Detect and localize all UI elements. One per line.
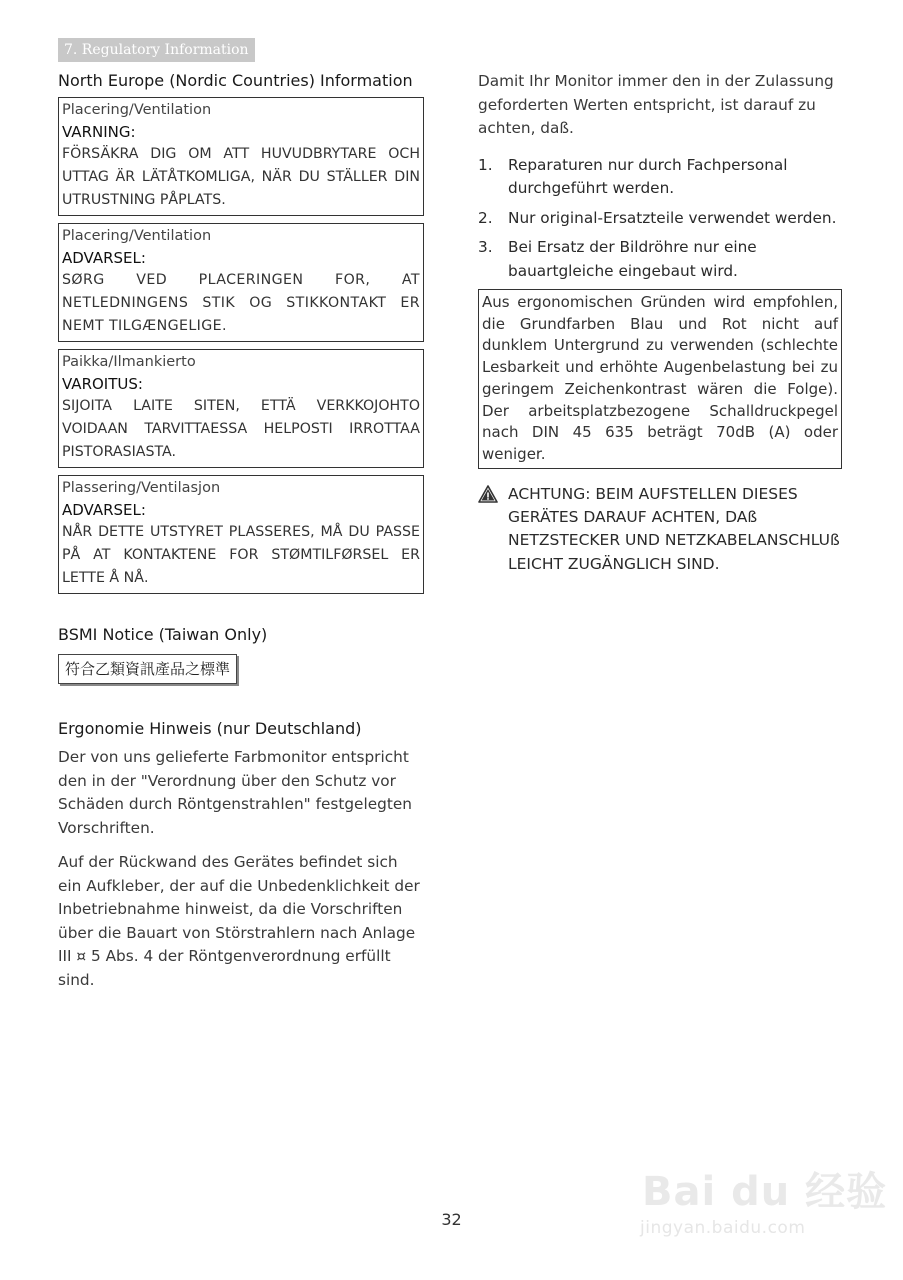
nordic-title: North Europe (Nordic Countries) Information — [58, 71, 413, 90]
ergonomic-notice-box: Aus ergonomischen Gründen wird empfohlen, die Grundfarben Blau und Rot nicht auf dunklem Untergrund zu verwenden (schlechte Lesbarkeit und erhöhte Augenbelastung bei zu geringem Zeichenkontrast wären die Folge). Der arbeitsplatzbezogene Schalldruckpegel nach DIN 45 635 beträgt 70dB (A) oder weniger. — [478, 289, 842, 469]
list-item — [478, 154, 844, 201]
ergonomie-paragraph-1: Der von uns gelieferte Farbmonitor entspricht den in der "Verordnung über den Schutz vor Schäden durch Röntgenstrahlen" festgelegten Vorschriften. — [58, 748, 412, 837]
ergonomie-paragraph-2: Auf der Rückwand des Gerätes befindet sich ein Aufkleber, der auf die Unbedenklichkeit der Inbetriebnahme hinweist, da die Vorschriften über die Bauart von Störstrahlern nach Anlage III ¤ 5 Abs. 4 der Röntgenverordnung erfüllt sind. — [58, 853, 420, 989]
ergonomie-title: Ergonomie Hinweis (nur Deutschland) — [58, 719, 362, 738]
right-column — [478, 70, 844, 576]
watermark — [640, 1148, 888, 1248]
box-text: SØRG VED PLACERINGEN FOR, AT NETLEDNINGENS STIK OG STIKKONTAKT ER NEMT TILGÆNGELIGE. — [62, 272, 420, 334]
bsmi-label: 符合乙類資訊產品之標準 — [58, 654, 237, 684]
watermark-logo: Bai du 经验 — [642, 1169, 888, 1215]
nordic-box-sweden — [58, 97, 424, 216]
list-item — [478, 207, 844, 231]
caution-notice — [478, 483, 844, 577]
box-text: NÅR DETTE UTSTYRET PLASSERES, MÅ DU PASSE PÅ AT KONTAKTENE FOR STØMTILFØRSEL ER LETTE Å NÅ. — [62, 524, 420, 586]
box-keyword: VARNING: — [62, 123, 136, 141]
requirements-list — [478, 154, 844, 284]
box-subtitle: Paikka/Ilmankierto — [62, 354, 196, 370]
section-tag: 7. Regulatory Information — [58, 38, 255, 62]
list-number: 1. — [478, 155, 493, 174]
list-text: Reparaturen nur durch Fachpersonal durchgeführt werden. — [508, 155, 788, 197]
left-column — [58, 70, 424, 992]
box-keyword: VAROITUS: — [62, 375, 143, 393]
list-item — [478, 236, 844, 283]
list-text: Bei Ersatz der Bildröhre nur eine bauartgleiche eingebaut wird. — [508, 238, 757, 280]
nordic-box-norway — [58, 475, 424, 594]
list-text: Nur original-Ersatzteile verwendet werden. — [508, 208, 837, 227]
bsmi-title: BSMI Notice (Taiwan Only) — [58, 625, 268, 644]
box-keyword: ADVARSEL: — [62, 501, 146, 519]
monitor-intro: Damit Ihr Monitor immer den in der Zulassung geforderten Werten entspricht, ist darauf zu achten, daß. — [478, 72, 834, 137]
caution-text: ACHTUNG: BEIM AUFSTELLEN DIESES GERÄTES DARAUF ACHTEN, DAß NETZSTECKER UND NETZKABELANSCHLUß LEICHT ZUGÄNGLICH SIND. — [508, 484, 840, 573]
nordic-box-denmark — [58, 223, 424, 342]
page-number: 32 — [441, 1210, 462, 1229]
list-number: 2. — [478, 208, 493, 227]
nordic-box-finland — [58, 349, 424, 468]
list-number: 3. — [478, 238, 493, 256]
box-text: FÖRSÄKRA DIG OM ATT HUVUDBRYTARE OCH UTTAG ÄR LÄTÅTKOMLIGA, NÄR DU STÄLLER DIN UTRUSTNING PÅPLATS. — [62, 146, 420, 208]
box-subtitle: Placering/Ventilation — [62, 228, 212, 244]
box-keyword: ADVARSEL: — [62, 249, 146, 267]
box-subtitle: Placering/Ventilation — [62, 102, 212, 118]
box-text: SIJOITA LAITE SITEN, ETTÄ VERKKOJOHTO VOIDAAN TARVITTAESSA HELPOSTI IRROTTAA PISTORASIASTA. — [62, 398, 420, 460]
box-subtitle: Plassering/Ventilasjon — [62, 480, 221, 496]
watermark-url: jingyan.baidu.com — [640, 1218, 806, 1238]
warning-triangle-icon — [478, 485, 498, 503]
